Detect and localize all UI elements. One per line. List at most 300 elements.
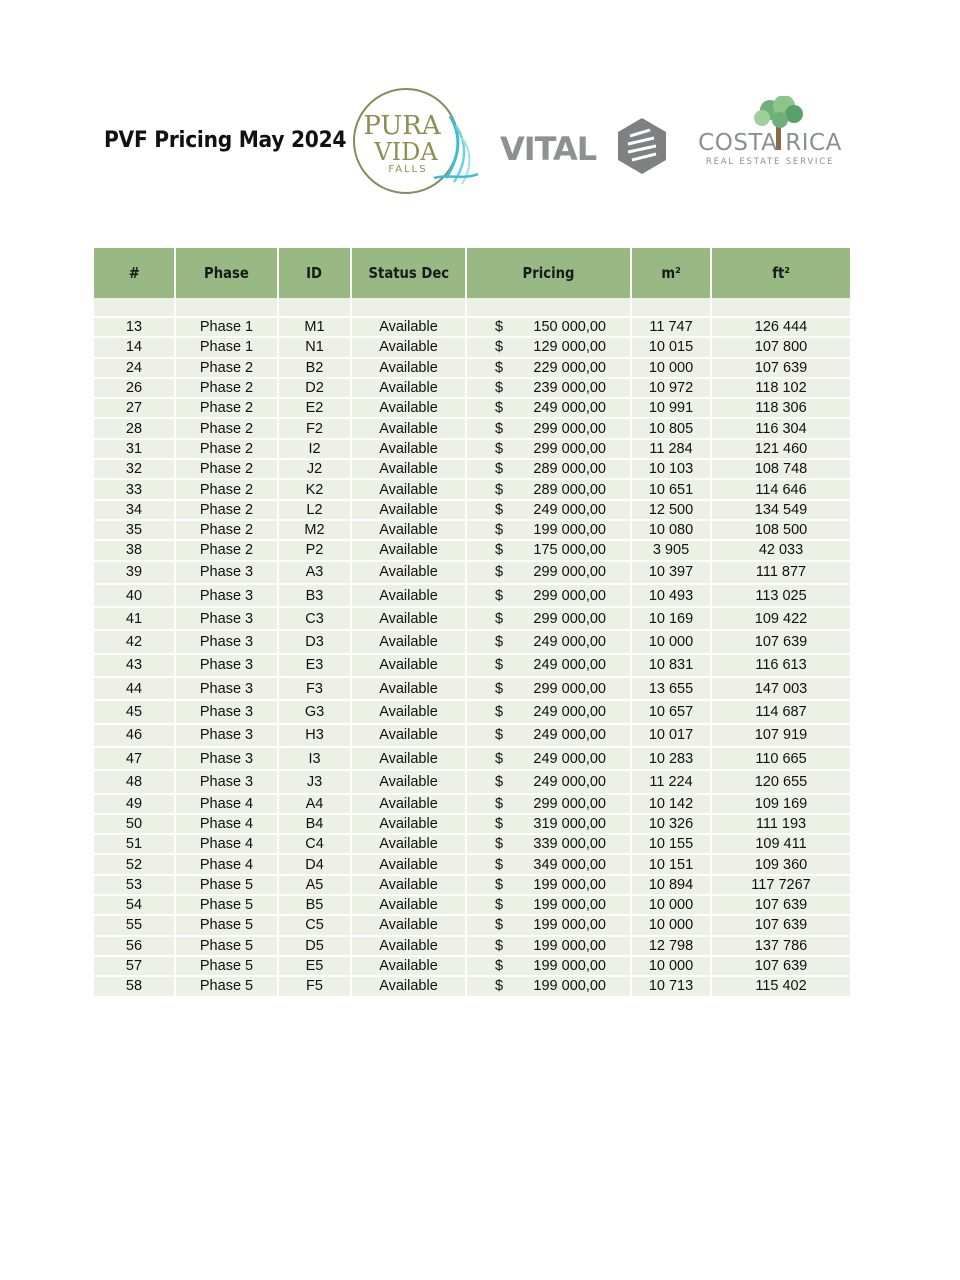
row-id: H3 [278,724,351,747]
row-number: 32 [94,459,175,479]
row-m2: 10 000 [631,358,711,378]
svg-text:FALLS: FALLS [388,164,428,175]
table-row [94,747,851,770]
price-value: 199 000,00 [533,978,606,995]
row-m2: 10 805 [631,418,711,438]
row-id: D2 [278,378,351,398]
row-ft2: 137 786 [711,936,851,956]
row-price [466,875,631,895]
row-number: 13 [94,317,175,337]
row-m2: 10 397 [631,561,711,584]
row-ft2: 114 646 [711,479,851,499]
row-ft2: 121 460 [711,439,851,459]
row-status: Available [351,378,466,398]
table-row [94,875,851,895]
table-row [94,915,851,935]
row-price [466,584,631,607]
row-id: I2 [278,439,351,459]
row-price [466,700,631,723]
row-price [466,895,631,915]
price-value: 175 000,00 [533,542,606,559]
row-ft2: 109 169 [711,794,851,814]
page-title: PVF Pricing May 2024 [104,128,347,153]
row-status: Available [351,607,466,630]
col-header-ft2: ft² [711,248,851,298]
row-ft2: 109 411 [711,834,851,854]
row-phase: Phase 5 [175,936,278,956]
row-ft2: 108 748 [711,459,851,479]
row-number: 45 [94,700,175,723]
currency-symbol: $ [495,836,504,853]
price-value: 319 000,00 [533,815,606,832]
row-m2: 10 991 [631,398,711,418]
row-price [466,630,631,653]
row-price [466,654,631,677]
table-row [94,520,851,540]
row-ft2: 113 025 [711,584,851,607]
price-value: 289 000,00 [533,481,606,498]
price-value: 299 000,00 [533,587,606,604]
svg-text:REAL ESTATE SERVICE: REAL ESTATE SERVICE [705,157,835,167]
currency-symbol: $ [495,856,504,873]
row-phase: Phase 1 [175,317,278,337]
table-header-row [94,248,851,298]
row-status: Available [351,875,466,895]
row-number: 33 [94,479,175,499]
col-header-id: ID [278,248,351,298]
table-row [94,654,851,677]
pricing-table [94,248,852,998]
row-ft2: 126 444 [711,317,851,337]
price-value: 249 000,00 [533,750,606,767]
price-value: 199 000,00 [533,522,606,539]
row-id: B2 [278,358,351,378]
price-value: 199 000,00 [533,958,606,975]
row-m2: 10 000 [631,895,711,915]
price-value: 239 000,00 [533,380,606,397]
row-status: Available [351,520,466,540]
row-m2: 10 326 [631,814,711,834]
row-phase: Phase 3 [175,584,278,607]
row-price [466,540,631,560]
row-phase: Phase 4 [175,834,278,854]
price-value: 299 000,00 [533,680,606,697]
row-ft2: 107 639 [711,956,851,976]
col-header-m2: m² [631,248,711,298]
row-ft2: 107 919 [711,724,851,747]
row-number: 35 [94,520,175,540]
price-value: 150 000,00 [533,319,606,336]
row-number: 47 [94,747,175,770]
table-row [94,794,851,814]
row-status: Available [351,418,466,438]
row-ft2: 109 360 [711,854,851,874]
row-status: Available [351,814,466,834]
row-m2: 10 103 [631,459,711,479]
price-value: 199 000,00 [533,876,606,893]
row-id: B4 [278,814,351,834]
row-phase: Phase 3 [175,630,278,653]
row-number: 31 [94,439,175,459]
row-number: 55 [94,915,175,935]
row-m2: 10 283 [631,747,711,770]
price-value: 249 000,00 [533,400,606,417]
row-m2: 10 169 [631,607,711,630]
row-number: 38 [94,540,175,560]
row-m2: 10 000 [631,956,711,976]
row-ft2: 107 639 [711,915,851,935]
row-m2: 10 972 [631,378,711,398]
row-price [466,936,631,956]
table-row [94,317,851,337]
row-m2: 10 080 [631,520,711,540]
row-price [466,915,631,935]
row-phase: Phase 2 [175,500,278,520]
table-row [94,561,851,584]
currency-symbol: $ [495,542,504,559]
price-value: 299 000,00 [533,564,606,581]
row-phase: Phase 3 [175,607,278,630]
table-row [94,854,851,874]
row-status: Available [351,561,466,584]
row-ft2: 147 003 [711,677,851,700]
row-m2: 10 651 [631,479,711,499]
row-number: 48 [94,770,175,793]
row-price [466,378,631,398]
row-ft2: 111 193 [711,814,851,834]
row-id: K2 [278,479,351,499]
row-ft2: 107 800 [711,337,851,357]
table-row [94,700,851,723]
currency-symbol: $ [495,587,504,604]
row-status: Available [351,654,466,677]
row-number: 40 [94,584,175,607]
pura-vida-falls-logo [350,86,482,196]
row-m2: 10 000 [631,630,711,653]
row-phase: Phase 2 [175,398,278,418]
row-number: 56 [94,936,175,956]
row-number: 50 [94,814,175,834]
price-value: 199 000,00 [533,897,606,914]
row-phase: Phase 3 [175,654,278,677]
price-value: 249 000,00 [533,703,606,720]
price-value: 229 000,00 [533,359,606,376]
row-price [466,834,631,854]
row-ft2: 111 877 [711,561,851,584]
table-row [94,418,851,438]
row-price [466,794,631,814]
row-id: A5 [278,875,351,895]
row-number: 54 [94,895,175,915]
row-status: Available [351,976,466,996]
row-status: Available [351,459,466,479]
row-ft2: 107 639 [711,358,851,378]
row-number: 52 [94,854,175,874]
price-value: 299 000,00 [533,795,606,812]
row-phase: Phase 2 [175,459,278,479]
row-phase: Phase 2 [175,520,278,540]
row-phase: Phase 5 [175,915,278,935]
price-value: 249 000,00 [533,634,606,651]
table-row [94,814,851,834]
currency-symbol: $ [495,773,504,790]
table-row [94,936,851,956]
row-phase: Phase 2 [175,358,278,378]
table-spacer-row [94,298,851,317]
row-phase: Phase 2 [175,479,278,499]
row-id: A4 [278,794,351,814]
row-phase: Phase 4 [175,854,278,874]
col-header-phase: Phase [175,248,278,298]
row-m2: 10 831 [631,654,711,677]
row-id: N1 [278,337,351,357]
table-row [94,398,851,418]
price-value: 299 000,00 [533,440,606,457]
row-number: 34 [94,500,175,520]
currency-symbol: $ [495,876,504,893]
row-number: 14 [94,337,175,357]
table-row [94,358,851,378]
currency-symbol: $ [495,750,504,767]
row-id: J2 [278,459,351,479]
table-row [94,956,851,976]
price-value: 249 000,00 [533,657,606,674]
row-m2: 10 713 [631,976,711,996]
row-status: Available [351,317,466,337]
row-id: M2 [278,520,351,540]
row-price [466,724,631,747]
currency-symbol: $ [495,657,504,674]
row-ft2: 110 665 [711,747,851,770]
row-id: E5 [278,956,351,976]
row-status: Available [351,915,466,935]
row-id: F5 [278,976,351,996]
costa-rica-real-estate-logo [690,96,850,172]
row-id: E2 [278,398,351,418]
row-status: Available [351,724,466,747]
currency-symbol: $ [495,400,504,417]
row-price [466,418,631,438]
row-price [466,337,631,357]
row-status: Available [351,936,466,956]
vital-logo [500,118,670,176]
row-m2: 10 493 [631,584,711,607]
table-row [94,540,851,560]
row-price [466,561,631,584]
row-ft2: 118 102 [711,378,851,398]
row-id: C3 [278,607,351,630]
row-price [466,398,631,418]
row-id: D5 [278,936,351,956]
row-number: 28 [94,418,175,438]
row-id: C5 [278,915,351,935]
row-price [466,854,631,874]
col-header-number: # [94,248,175,298]
price-value: 289 000,00 [533,461,606,478]
row-price [466,607,631,630]
row-price [466,479,631,499]
price-value: 129 000,00 [533,339,606,356]
currency-symbol: $ [495,359,504,376]
row-price [466,814,631,834]
row-number: 58 [94,976,175,996]
row-status: Available [351,956,466,976]
table-row [94,500,851,520]
row-status: Available [351,677,466,700]
row-ft2: 107 639 [711,895,851,915]
row-id: B3 [278,584,351,607]
price-value: 199 000,00 [533,917,606,934]
table-row [94,895,851,915]
row-price [466,317,631,337]
row-id: B5 [278,895,351,915]
row-m2: 13 655 [631,677,711,700]
currency-symbol: $ [495,958,504,975]
table-row [94,459,851,479]
row-phase: Phase 3 [175,724,278,747]
table-row [94,584,851,607]
row-id: A3 [278,561,351,584]
row-phase: Phase 5 [175,956,278,976]
row-m2: 12 500 [631,500,711,520]
row-phase: Phase 1 [175,337,278,357]
row-status: Available [351,834,466,854]
table-row [94,479,851,499]
row-status: Available [351,540,466,560]
row-number: 26 [94,378,175,398]
row-status: Available [351,439,466,459]
row-number: 51 [94,834,175,854]
price-value: 299 000,00 [533,420,606,437]
row-ft2: 107 639 [711,630,851,653]
table-row [94,337,851,357]
table-row [94,607,851,630]
row-m2: 11 284 [631,439,711,459]
row-ft2: 109 422 [711,607,851,630]
row-id: C4 [278,834,351,854]
row-phase: Phase 3 [175,677,278,700]
price-value: 249 000,00 [533,501,606,518]
row-price [466,747,631,770]
row-phase: Phase 5 [175,976,278,996]
row-price [466,976,631,996]
row-id: P2 [278,540,351,560]
row-m2: 3 905 [631,540,711,560]
price-value: 339 000,00 [533,836,606,853]
table-row [94,378,851,398]
row-ft2: 118 306 [711,398,851,418]
svg-text:COSTA RICA: COSTA RICA [698,130,842,156]
row-status: Available [351,700,466,723]
currency-symbol: $ [495,319,504,336]
row-status: Available [351,747,466,770]
table-row [94,630,851,653]
currency-symbol: $ [495,481,504,498]
row-ft2: 108 500 [711,520,851,540]
table-row [94,677,851,700]
price-value: 199 000,00 [533,937,606,954]
row-number: 27 [94,398,175,418]
col-header-pricing: Pricing [466,248,631,298]
row-status: Available [351,794,466,814]
row-status: Available [351,398,466,418]
row-phase: Phase 4 [175,794,278,814]
row-id: I3 [278,747,351,770]
row-phase: Phase 2 [175,378,278,398]
row-status: Available [351,358,466,378]
row-m2: 11 747 [631,317,711,337]
row-status: Available [351,479,466,499]
currency-symbol: $ [495,680,504,697]
price-value: 299 000,00 [533,610,606,627]
row-m2: 10 151 [631,854,711,874]
table-row [94,976,851,996]
row-m2: 10 657 [631,700,711,723]
row-m2: 10 017 [631,724,711,747]
row-m2: 10 015 [631,337,711,357]
row-status: Available [351,500,466,520]
row-phase: Phase 2 [175,540,278,560]
row-ft2: 117 7267 [711,875,851,895]
currency-symbol: $ [495,795,504,812]
row-phase: Phase 3 [175,747,278,770]
currency-symbol: $ [495,634,504,651]
row-ft2: 42 033 [711,540,851,560]
row-m2: 10 894 [631,875,711,895]
row-status: Available [351,854,466,874]
currency-symbol: $ [495,978,504,995]
svg-text:VIDA: VIDA [374,138,438,166]
row-number: 44 [94,677,175,700]
row-id: F3 [278,677,351,700]
row-ft2: 115 402 [711,976,851,996]
table-row [94,439,851,459]
currency-symbol: $ [495,501,504,518]
row-id: E3 [278,654,351,677]
row-phase: Phase 2 [175,439,278,459]
price-value: 349 000,00 [533,856,606,873]
row-number: 39 [94,561,175,584]
row-id: D3 [278,630,351,653]
row-m2: 10 155 [631,834,711,854]
row-number: 41 [94,607,175,630]
row-phase: Phase 2 [175,418,278,438]
currency-symbol: $ [495,522,504,539]
row-ft2: 116 304 [711,418,851,438]
row-phase: Phase 3 [175,561,278,584]
row-number: 42 [94,630,175,653]
currency-symbol: $ [495,917,504,934]
table-row [94,834,851,854]
row-ft2: 120 655 [711,770,851,793]
row-price [466,500,631,520]
row-price [466,439,631,459]
row-number: 49 [94,794,175,814]
row-status: Available [351,584,466,607]
row-m2: 12 798 [631,936,711,956]
row-id: J3 [278,770,351,793]
currency-symbol: $ [495,937,504,954]
price-value: 249 000,00 [533,727,606,744]
currency-symbol: $ [495,703,504,720]
svg-text:VITAL: VITAL [500,130,597,168]
row-ft2: 134 549 [711,500,851,520]
table-row [94,724,851,747]
row-status: Available [351,770,466,793]
row-status: Available [351,630,466,653]
currency-symbol: $ [495,727,504,744]
row-id: G3 [278,700,351,723]
